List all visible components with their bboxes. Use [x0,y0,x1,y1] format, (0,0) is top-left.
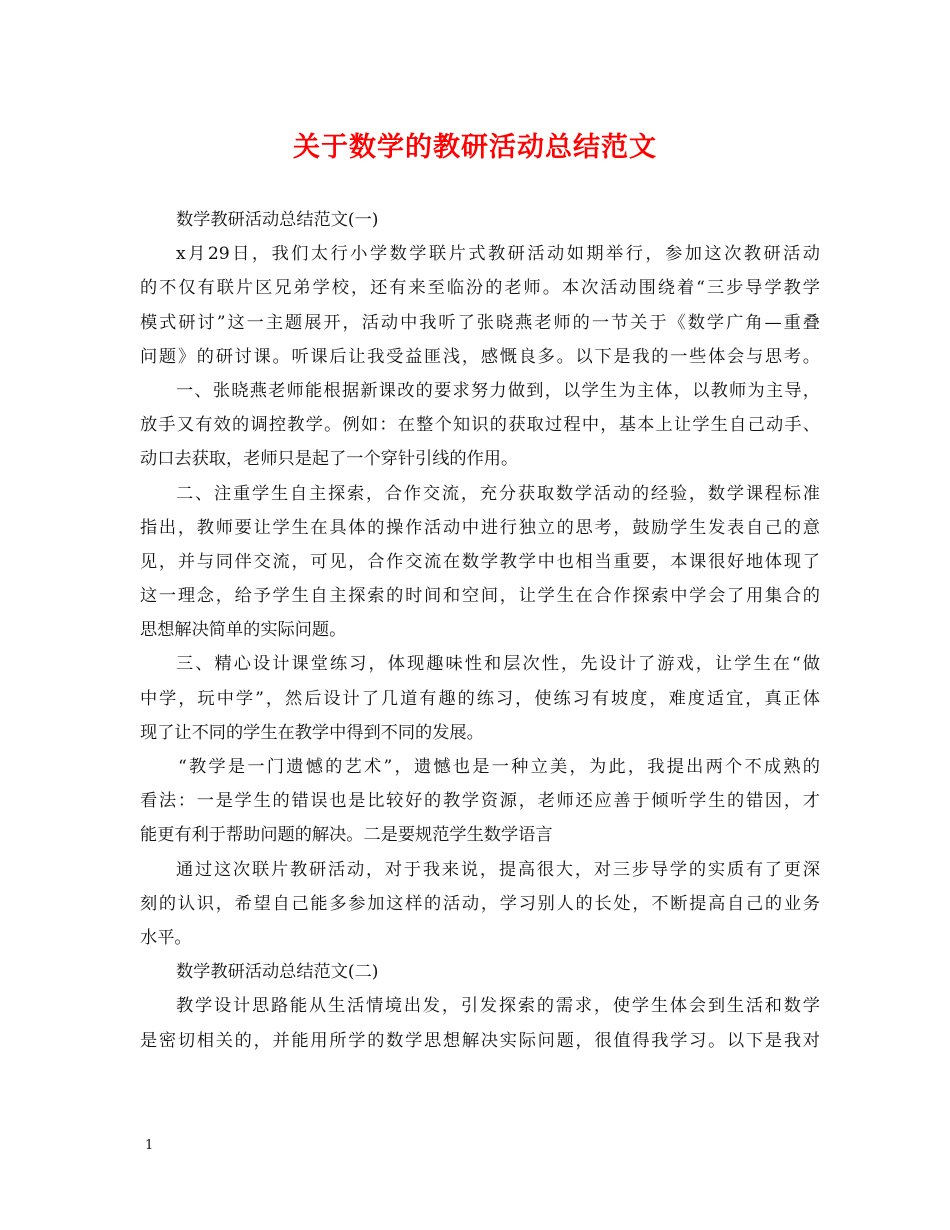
text-line: 看法：一是学生的错误也是比较好的教学资源，老师还应善于倾听学生的错因，才 [140,791,820,812]
text-line: x月29日，我们太行小学数学联片式教研活动如期举行，参加这次教研活动 [176,244,820,265]
text-line: 刻的认识，希望自己能多参加这样的活动，学习别人的长处，不断提高自己的业务 [140,893,820,914]
section-heading: 数学教研活动总结范文(一) [176,210,379,230]
text-line: 通过这次联片教研活动，对于我来说，提高很大，对三步导学的实质有了更深 [176,859,820,880]
document-body [140,203,820,1058]
section-heading: 数学教研活动总结范文(二) [176,962,379,983]
document-title: 关于数学的教研活动总结范文 [293,132,657,163]
text-line: 二、注重学生自主探索，合作交流，充分获取数学活动的经验，数学课程标准 [176,483,820,504]
text-line: 问题》的研讨课。听课后让我受益匪浅，感慨良多。以下是我的一些体会与思考。 [140,346,820,367]
text-line: 的不仅有联片区兄弟学校，还有来至临汾的老师。本次活动围绕着“三步导学教学 [140,278,820,299]
text-line: 思想解决简单的实际问题。 [140,620,347,641]
text-line: “教学是一门遗憾的艺术”，遗憾也是一种立美，为此，我提出两个不成熟的 [178,757,820,777]
page-number: 1 [145,1138,154,1153]
text-line: 现了让不同的学生在教学中得到不同的发展。 [140,722,484,743]
text-line: 三、精心设计课堂练习，体现趣味性和层次性，先设计了游戏，让学生在“做 [176,654,820,675]
text-line: 水平。 [140,927,192,948]
text-line: 中学，玩中学”，然后设计了几道有趣的练习，使练习有坡度，难度适宜，真正体 [140,688,820,709]
text-line: 能更有利于帮助问题的解决。二是要规范学生数学语言 [140,825,553,846]
text-line: 见，并与同伴交流，可见，合作交流在数学教学中也相当重要，本课很好地体现了 [140,551,820,572]
text-line: 放手又有效的调控教学。例如：在整个知识的获取过程中，基本上让学生自己动手、 [140,415,820,436]
text-line: 这一理念，给予学生自主探索的时间和空间，让学生在合作探索中学会了用集合的 [140,586,820,607]
text-line: 一、张晓燕老师能根据新课改的要求努力做到，以学生为主体，以教师为主导， [176,380,820,401]
text-line: 指出，教师要让学生在具体的操作活动中进行独立的思考，鼓励学生发表自己的意 [140,517,820,538]
text-line: 教学设计思路能从生活情境出发，引发探索的需求，使学生体会到生活和数学 [176,996,820,1017]
text-line: 动口去获取，老师只是起了一个穿针引线的作用。 [140,449,519,470]
text-line: 是密切相关的，并能用所学的数学思想解决实际问题，很值得我学习。以下是我对 [140,1030,820,1051]
text-line: 模式研讨”这一主题展开，活动中我听了张晓燕老师的一节关于《数学广角—重叠 [140,312,820,333]
